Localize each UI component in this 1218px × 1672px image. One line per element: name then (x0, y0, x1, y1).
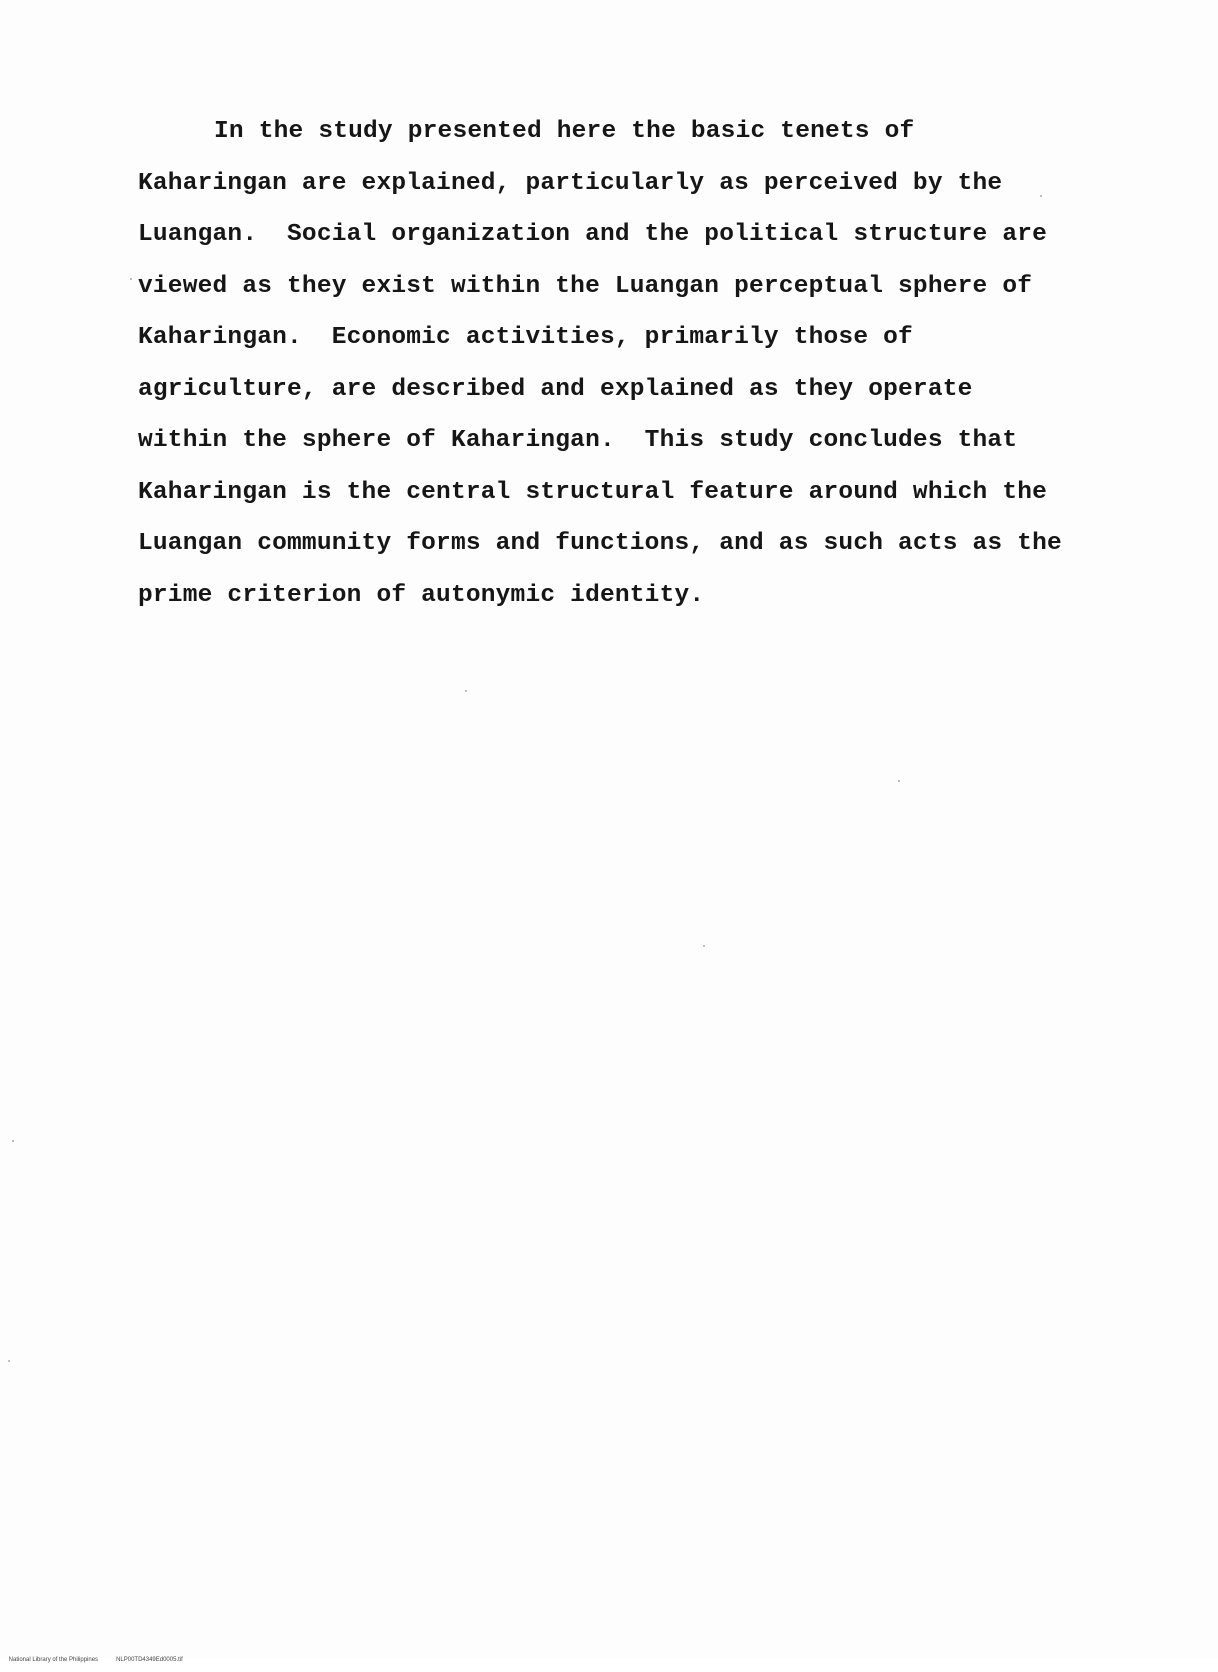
scan-speck (12, 1140, 14, 1142)
abstract-paragraph (138, 106, 1098, 621)
text-line: Kaharingan are explained, particularly as perceived by the (138, 169, 1003, 197)
scan-footer (2, 1648, 183, 1672)
footer-library: National Library of the Philippines (8, 1657, 99, 1663)
text-line: agriculture, are described and explained as they operate (138, 375, 973, 403)
scan-speck (8, 1360, 10, 1362)
text-line: viewed as they exist within the Luangan perceptual sphere of (138, 272, 1033, 300)
text-line: In the study presented here the basic tenets of (214, 118, 915, 145)
text-line: Kaharingan is the central structural feature around which the (138, 478, 1048, 506)
scan-speck (465, 690, 467, 692)
text-line: Luangan. Social organization and the political structure are (138, 221, 1048, 248)
text-line: Kaharingan. Economic activities, primarily those of (138, 324, 913, 351)
footer-file-id: NLP00TD4349Ed0005.tif (116, 1657, 183, 1663)
text-line: prime criterion of autonymic identity. (138, 581, 705, 609)
scan-speck (703, 945, 705, 947)
scan-speck (130, 278, 132, 280)
scan-speck (898, 780, 900, 782)
text-line: within the sphere of Kaharingan. This study concludes that (138, 427, 1018, 454)
text-line: Luangan community forms and functions, and as such acts as the (138, 530, 1062, 557)
scan-speck (1040, 195, 1042, 197)
